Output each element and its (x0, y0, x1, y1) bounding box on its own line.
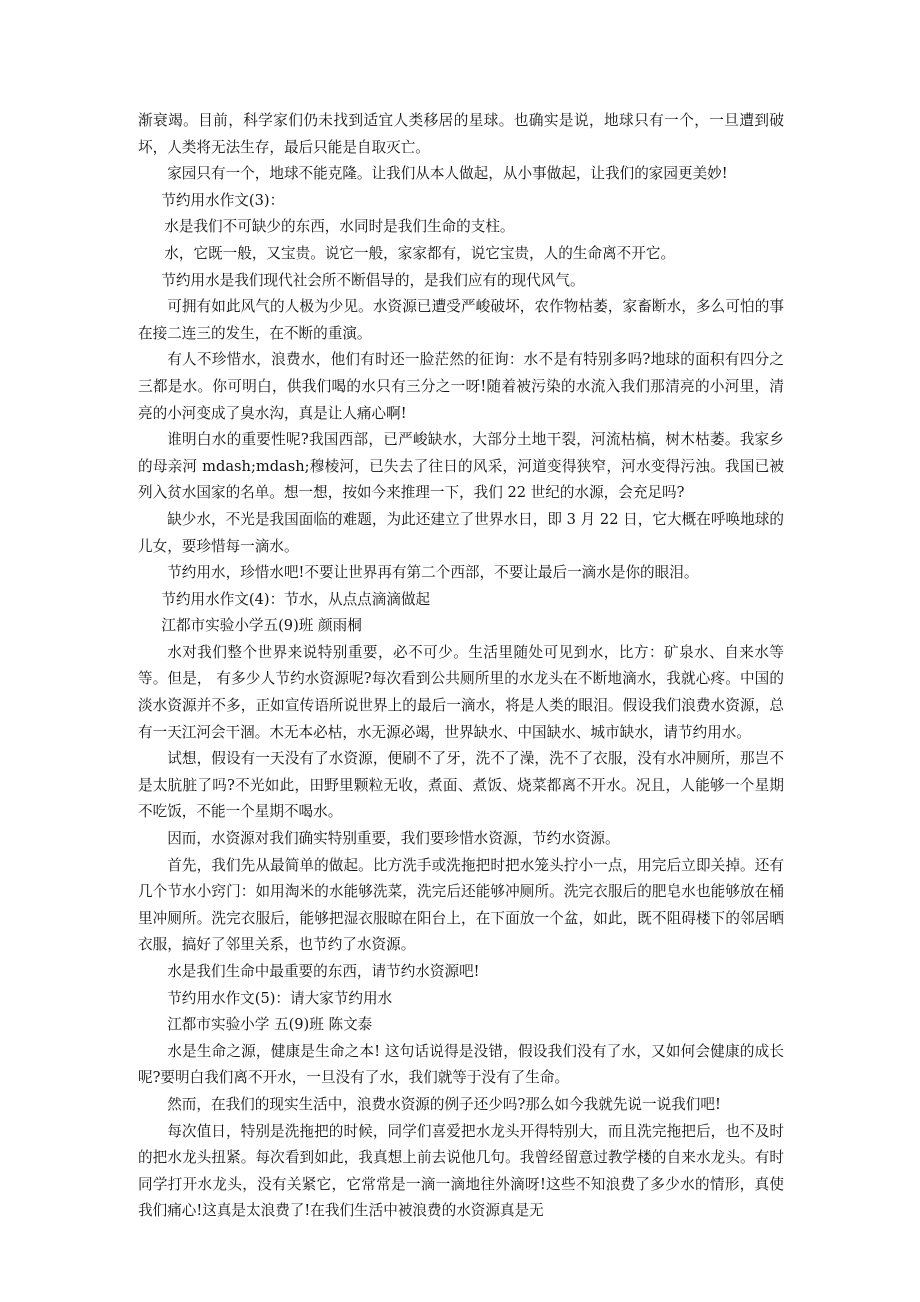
paragraph: 试想，假设有一天没有了水资源，便刷不了牙，洗不了澡，洗不了衣服，没有水冲厕所，那岂不是太肮脏了吗?不光如此，田野里颗粒无收，煮面、煮饭、烧菜都离不开水。况且，人能够一个星期不吃饭，不能一个星期不喝水。 (138, 750, 784, 821)
paragraph: 水是我们不可缺少的东西，水同时是我们生命的支柱。 (164, 218, 515, 236)
paragraph: 可拥有如此风气的人极为少见。水资源已遭受严峻破坏，农作物枯萎，家畜断水，多么可怕的事在接二连三的发生，在不断的重演。 (138, 298, 784, 342)
paragraph: 水对我们整个世界来说特别重要，必不可少。生活里随处可见到水，比方：矿泉水、自来水等等。但是， 有多少人节约水资源呢?每次看到公共厕所里的水龙头在不断地滴水，我就心疼。中国的淡水资源并不多，正如宣传语所说世界上的最后一滴水，将是人类的眼泪。假设我们浪费水资源，总有一天江河会干涸。木无本必枯，水无源必竭，世界缺水、中国缺水、城市缺水，请节约用水。 (138, 643, 784, 741)
document-body (138, 108, 784, 1225)
paragraph: 因而，水资源对我们确实特别重要，我们要珍惜水资源，节约水资源。 (167, 830, 620, 848)
paragraph: 节约用水是我们现代社会所不断倡导的，是我们应有的现代风气。 (161, 271, 585, 289)
paragraph: 然而，在我们的现实生活中，浪费水资源的例子还少吗?那么如今我就先说一说我们吧! (167, 1095, 721, 1113)
paragraph: 节约用水作文(4)：节水，从点点滴滴做起 (161, 590, 431, 608)
paragraph: 水是我们生命中最重要的东西，请节约水资源吧! (167, 963, 480, 980)
paragraph: 江都市实验小学 五(9)班 陈文泰 (167, 1016, 373, 1034)
paragraph: 谁明白水的重要性呢?我国西部，已严峻缺水，大部分土地干裂，河流枯槁，树木枯萎。我家乡的母亲河 mdash;mdash;穆棱河，已失去了往日的风采，河道变得狭窄，河水变得污浊。我国已被列入贫水国家的名单。想一想，按如今来推理一下，我们 22 世纪的水源，会充足吗? (138, 431, 784, 502)
paragraph: 每次值日，特别是洗拖把的时候，同学们喜爱把水龙头开得特别大，而且洗完拖把后，也不及时的把水龙头扭紧。每次看到如此，我真想上前去说他几句。我曾经留意过教学楼的自来水龙头。有时同学打开水龙头，没有关紧它，它常常是一滴一滴地往外滴呀!这些不知浪费了多少水的情形，真使我们痛心!这真是太浪费了!在我们生活中被浪费的水资源真是无 (138, 1122, 784, 1220)
paragraph: 家园只有一个，地球不能克隆。让我们从本人做起，从小事做起，让我们的家园更美妙! (167, 165, 728, 183)
paragraph: 首先，我们先从最简单的做起。比方洗手或洗拖把时把水笼头拧小一点，用完后立即关掉。还有几个节水小窍门：如用淘米的水能够洗菜，洗完后还能够冲厕所。洗完衣服后的肥皂水也能够放在桶里冲厕所。洗完衣服后，能够把湿衣服晾在阳台上，在下面放一个盆，如此，既不阻碍楼下的邻居晒衣服，搞好了邻里关系，也节约了水资源。 (138, 856, 784, 954)
paragraph: 水，它既一般，又宝贵。说它一般，家家都有，说它宝贵，人的生命离不开它。 (164, 244, 676, 262)
paragraph: 水是生命之源，健康是生命之本! 这句话说得是没错，假设我们没有了水，又如何会健康的成长呢?要明白我们离不开水，一旦没有了水，我们就等于没有了生命。 (138, 1042, 784, 1087)
paragraph: 渐衰竭。目前，科学家们仍未找到适宜人类移居的星球。也确实是说，地球只有一个，一旦遭到破坏，人类将无法生存，最后只能是自取灭亡。 (138, 112, 784, 156)
paragraph: 江都市实验小学五(9)班 颜雨桐 (161, 617, 362, 635)
paragraph: 节约用水作文(5)：请大家节约用水 (167, 989, 393, 1007)
paragraph: 节约用水作文(3)： (161, 191, 285, 209)
paragraph: 缺少水，不光是我国面临的难题，为此还建立了世界水日，即 3 月 22 日，它大概在呼唤地球的儿女，要珍惜每一滴水。 (138, 510, 784, 555)
paragraph: 节约用水，珍惜水吧!不要让世界再有第二个西部，不要让最后一滴水是你的眼泪。 (167, 564, 699, 582)
paragraph: 有人不珍惜水，浪费水，他们有时还一脸茫然的征询：水不是有特别多吗?地球的面积有四分之三都是水。你可明白，供我们喝的水只有三分之一呀!随着被污染的水流入我们那清亮的小河里，清亮的小河变成了臭水沟，真是让人痛心啊! (138, 351, 784, 422)
